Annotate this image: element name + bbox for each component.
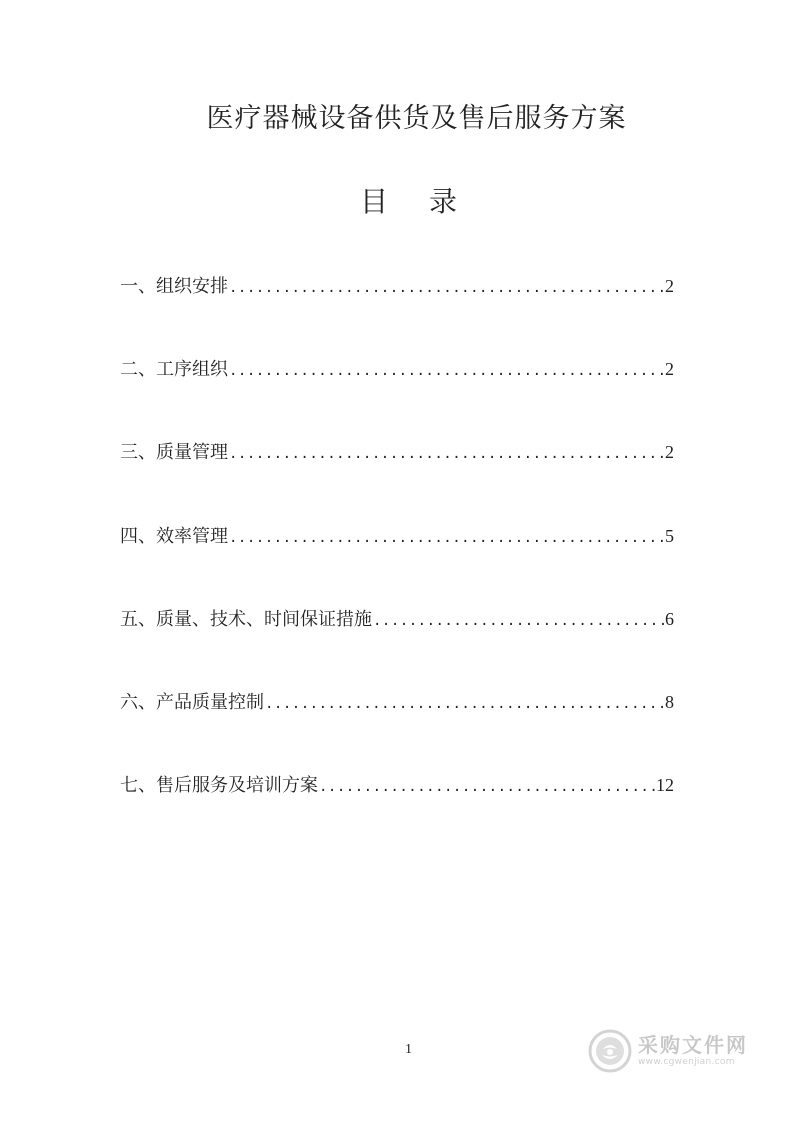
watermark-text <box>638 1034 748 1068</box>
toc-entry-page: 2 <box>665 359 674 380</box>
toc-leader-dots <box>373 613 664 629</box>
toc-entry-page: 5 <box>665 525 674 546</box>
toc-entry-page: 6 <box>665 608 674 629</box>
watermark <box>588 1026 758 1076</box>
toc-entry-label: 一、组织安排 <box>120 276 228 297</box>
toc-entry-page: 8 <box>665 691 674 712</box>
toc-entry-1[interactable] <box>120 272 674 355</box>
watermark-name: 采购文件网 <box>638 1033 748 1057</box>
toc-entry-label: 四、效率管理 <box>120 525 228 547</box>
toc-entry-6[interactable] <box>120 688 674 771</box>
toc-leader-dots <box>319 779 655 795</box>
toc-entry-page: 12 <box>656 775 674 796</box>
toc-entry-page: 2 <box>665 276 674 296</box>
toc-entry-page: 2 <box>665 442 674 463</box>
toc-entry-label: 七、售后服务及培训方案 <box>120 775 318 797</box>
toc-entry-label: 三、质量管理 <box>120 442 228 464</box>
toc-leader-dots <box>229 363 664 379</box>
toc-leader-dots <box>229 530 664 546</box>
toc-entry-label: 二、工序组织 <box>120 359 228 381</box>
table-of-contents <box>120 272 674 854</box>
document-title: 医疗器械设备供货及售后服务方案 <box>206 103 627 134</box>
toc-leader-dots <box>265 696 664 712</box>
toc-heading: 目 录 <box>360 185 473 218</box>
toc-entry-label: 六、产品质量控制 <box>120 691 264 713</box>
toc-entry-4[interactable] <box>120 522 674 605</box>
toc-leader-dots <box>229 280 664 296</box>
toc-entry-5[interactable] <box>120 605 674 688</box>
watermark-url: www.cgwenjian.com <box>638 1057 735 1067</box>
shield-logo-icon <box>588 1029 632 1073</box>
toc-entry-label: 五、质量、技术、时间保证措施 <box>120 608 372 630</box>
page-number: 1 <box>405 1042 412 1057</box>
toc-leader-dots <box>229 446 664 462</box>
toc-entry-3[interactable] <box>120 438 674 521</box>
toc-entry-2[interactable] <box>120 355 674 438</box>
toc-entry-7[interactable] <box>120 771 674 854</box>
